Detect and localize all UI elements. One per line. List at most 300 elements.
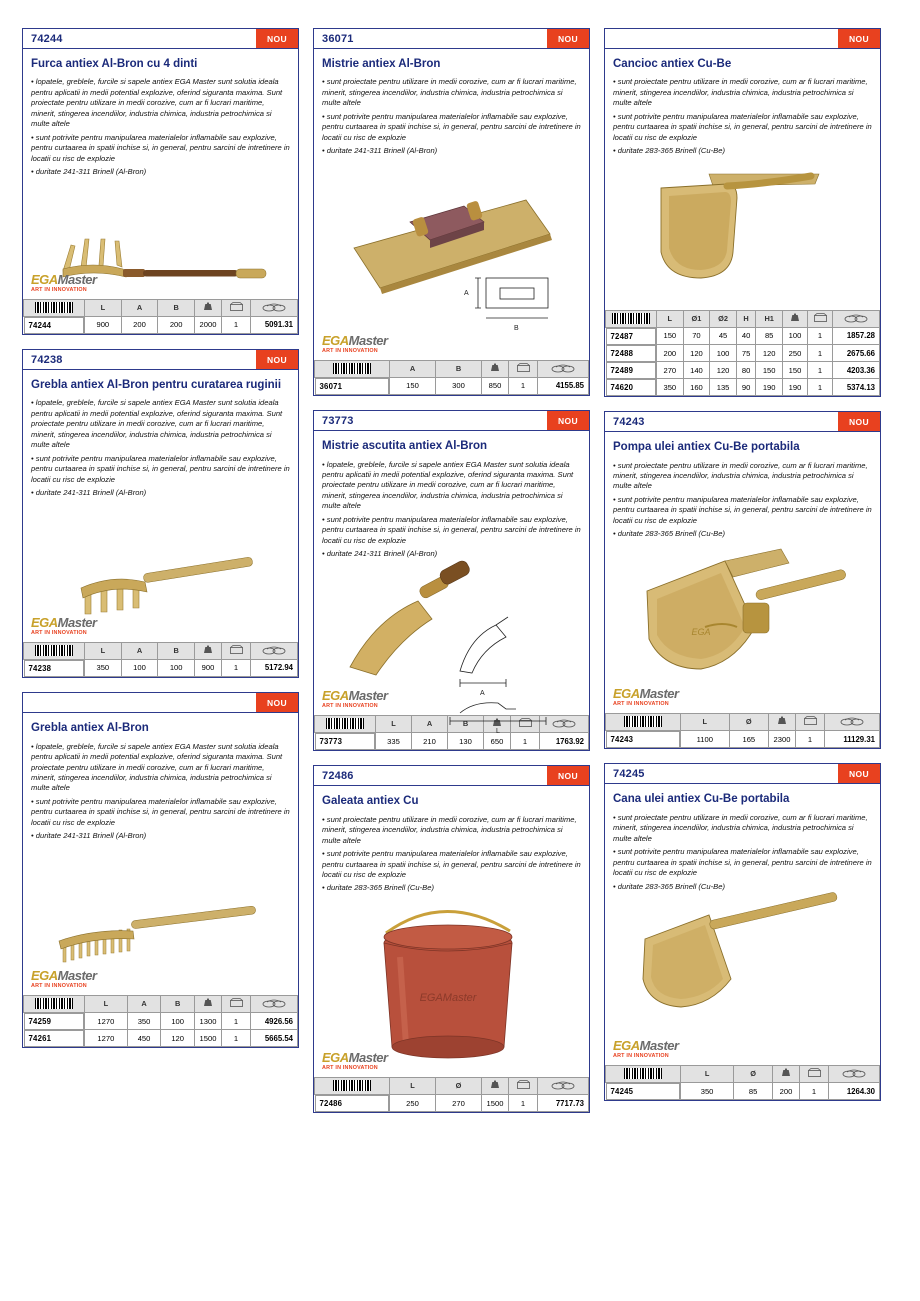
bullet-flammable: • sunt potrivite pentru manipularea materialelor inflamabile sau explozive, pentru curtaarea in spatii inchise si, in general, pentru sarcini de intretinere in locatii cu risc de explozie bbox=[31, 453, 290, 484]
bullet-corrosive: • sunt proiectate pentru utilizare in medii corozive, cum ar fi lucrari maritime, minerit, stingerea incendiilor, industria chimica, industria petrochimica si multe altele bbox=[322, 814, 577, 845]
brand-name: EGAMaster bbox=[31, 967, 97, 983]
spec-table-wrap bbox=[23, 642, 298, 678]
cell-D2: 45 bbox=[710, 327, 737, 345]
spec-table bbox=[23, 299, 298, 335]
bullet-hardness: • duritate 283-365 Brinell (Cu-Be) bbox=[613, 529, 725, 539]
cell-L: 335 bbox=[376, 732, 412, 750]
box-icon bbox=[800, 1065, 829, 1082]
cell-L: 200 bbox=[657, 345, 684, 362]
product-card-74245 bbox=[604, 763, 881, 1101]
table-row bbox=[606, 362, 880, 379]
card-body bbox=[23, 370, 298, 499]
cell-weight: 650 bbox=[484, 732, 511, 750]
cell-weight: 850 bbox=[482, 377, 509, 395]
table-body bbox=[606, 327, 880, 396]
box-icon bbox=[222, 299, 251, 316]
header-A: A bbox=[390, 360, 436, 377]
cell-weight: 2000 bbox=[195, 316, 222, 334]
brand-tagline: ART IN INNOVATION bbox=[31, 982, 87, 989]
barcode-icon bbox=[24, 299, 85, 316]
cell-H: 75 bbox=[736, 345, 755, 362]
cell-B: 200 bbox=[158, 316, 195, 334]
weight-icon bbox=[783, 310, 808, 327]
brand-tagline: ART IN INNOVATION bbox=[613, 1052, 669, 1059]
weight-icon bbox=[773, 1065, 800, 1082]
price-icon bbox=[833, 310, 880, 327]
price-icon bbox=[825, 713, 880, 730]
row-code: 74620 bbox=[606, 379, 657, 396]
cell-price: 1264.30 bbox=[829, 1082, 880, 1100]
card-header bbox=[314, 29, 589, 49]
cell-price: 5665.54 bbox=[251, 1030, 298, 1047]
cell-price: 4926.56 bbox=[251, 1012, 298, 1030]
header-B: B bbox=[436, 360, 482, 377]
brand-name: EGAMaster bbox=[31, 614, 97, 630]
bullet-hardness: • duritate 283-365 Brinell (Cu-Be) bbox=[322, 883, 434, 893]
cell-pack: 1 bbox=[222, 1012, 251, 1030]
cell-weight: 2300 bbox=[769, 730, 796, 748]
brand-name: EGAMaster bbox=[322, 1049, 388, 1065]
product-card-73773 bbox=[313, 410, 590, 751]
spec-table-wrap bbox=[314, 1077, 589, 1113]
barcode-icon bbox=[606, 1065, 681, 1082]
box-icon bbox=[511, 715, 540, 732]
cell-pack: 1 bbox=[808, 327, 833, 345]
price-icon bbox=[538, 1077, 589, 1094]
product-image-rake bbox=[23, 845, 298, 995]
brand-logo bbox=[31, 273, 113, 293]
barcode-icon bbox=[24, 995, 85, 1012]
brand-logo bbox=[322, 689, 404, 709]
cell-D: 165 bbox=[729, 730, 768, 748]
card-header bbox=[605, 764, 880, 784]
column-middle bbox=[313, 28, 590, 1113]
card-body bbox=[605, 784, 880, 892]
brand-name: EGAMaster bbox=[322, 332, 388, 348]
header-L: L bbox=[85, 995, 128, 1012]
table-row bbox=[606, 1082, 880, 1100]
product-title: Grebla antiex Al-Bron pentru curatarea ruginii bbox=[31, 379, 282, 392]
table-row bbox=[24, 316, 298, 334]
cell-A: 150 bbox=[390, 377, 436, 395]
bullet-corrosive: • sunt proiectate pentru utilizare in medii corozive, cum ar fi lucrari maritime, minerit, stingerea incendiilor, industria chimica, industria petrochimica si multe altele bbox=[613, 460, 868, 491]
cell-L: 350 bbox=[681, 1082, 734, 1100]
product-image-oil-can bbox=[605, 895, 880, 1065]
spec-table bbox=[605, 1065, 880, 1101]
spec-table-wrap bbox=[23, 995, 298, 1048]
cell-B: 100 bbox=[158, 659, 195, 677]
table-row bbox=[606, 379, 880, 396]
cell-A: 350 bbox=[127, 1012, 161, 1030]
header-L: L bbox=[85, 299, 122, 316]
cell-price: 5374.13 bbox=[833, 379, 880, 396]
card-body bbox=[23, 49, 298, 178]
bullet-hardness: • duritate 241-311 Brinell (Al-Bron) bbox=[322, 146, 438, 156]
spec-table bbox=[23, 642, 298, 678]
brand-name: EGAMaster bbox=[613, 685, 679, 701]
card-body bbox=[605, 49, 880, 157]
table-row bbox=[24, 1012, 298, 1030]
cell-L: 350 bbox=[657, 379, 684, 396]
row-code: 74238 bbox=[24, 660, 85, 677]
spec-table-wrap bbox=[314, 715, 589, 751]
product-card-74243 bbox=[604, 411, 881, 749]
cell-L: 1270 bbox=[85, 1030, 128, 1047]
table-body bbox=[606, 730, 880, 748]
table-header-row bbox=[315, 360, 589, 377]
price-icon bbox=[829, 1065, 880, 1082]
price-icon bbox=[251, 642, 298, 659]
header-L: L bbox=[376, 715, 412, 732]
cell-price: 1857.28 bbox=[833, 327, 880, 345]
cell-price: 4203.36 bbox=[833, 362, 880, 379]
cell-B: 100 bbox=[161, 1012, 195, 1030]
product-title: Cancioc antiex Cu-Be bbox=[613, 58, 732, 70]
table-body bbox=[24, 316, 298, 334]
barcode-icon bbox=[606, 310, 657, 327]
cell-L: 250 bbox=[390, 1094, 436, 1112]
bullet-flammable: • sunt potrivite pentru manipularea materialelor inflamabile sau explozive, pentru curtaarea in spatii inchise si, in general, pentru sarcini de intretinere in locatii cu risc de explozie bbox=[322, 514, 581, 545]
cell-price: 5091.31 bbox=[251, 316, 298, 334]
cell-L: 150 bbox=[657, 327, 684, 345]
header-L: L bbox=[681, 1065, 734, 1082]
row-code: 74245 bbox=[606, 1083, 681, 1100]
header-L: L bbox=[657, 310, 684, 327]
cell-weight: 150 bbox=[783, 362, 808, 379]
cell-price: 1763.92 bbox=[540, 732, 589, 750]
spec-table-wrap bbox=[23, 299, 298, 335]
bullet-flammable: • sunt potrivite pentru manipularea materialelor inflamabile sau explozive, pentru curtaarea in spatii inchise si, in general, pentru sarcini de intretinere in locatii cu risc de explozie bbox=[613, 111, 872, 142]
bullet-corrosive: • sunt proiectate pentru utilizare in medii corozive, cum ar fi lucrari maritime, minerit, stingerea incendiilor, industria chimica, industria petrochimica si multe altele bbox=[613, 77, 868, 108]
cell-B: 130 bbox=[448, 732, 484, 750]
cell-D1: 160 bbox=[683, 379, 710, 396]
spec-table bbox=[314, 360, 589, 396]
cell-L: 270 bbox=[657, 362, 684, 379]
bullet-hardness: • duritate 241-311 Brinell (Al-Bron) bbox=[31, 488, 147, 498]
product-image-oil-pump bbox=[605, 543, 880, 713]
weight-icon bbox=[195, 995, 222, 1012]
card-header bbox=[314, 766, 589, 786]
weight-icon bbox=[482, 1077, 509, 1094]
svg-text:A: A bbox=[464, 289, 469, 297]
spec-table-wrap bbox=[605, 713, 880, 749]
header-H1: H1 bbox=[756, 310, 783, 327]
brand-tagline: ART IN INNOVATION bbox=[31, 286, 87, 293]
product-title: Grebla antiex Al-Bron bbox=[31, 722, 149, 735]
row-code: 72488 bbox=[606, 345, 657, 362]
cell-pack: 1 bbox=[808, 379, 833, 396]
header-B: B bbox=[158, 299, 195, 316]
cell-pack: 1 bbox=[808, 362, 833, 379]
cell-pack: 1 bbox=[509, 1094, 538, 1112]
bullet-flammable: • sunt potrivite pentru manipularea materialelor inflamabile sau explozive, pentru curtaarea in spatii inchise si, in general, pentru sarcini de intretinere in locatii cu risc de explozie bbox=[322, 849, 581, 879]
cell-pack: 1 bbox=[222, 659, 251, 677]
bullet-hardness: • duritate 283-365 Brinell (Cu-Be) bbox=[613, 146, 725, 156]
table-header-row bbox=[24, 299, 298, 316]
cell-B: 300 bbox=[436, 377, 482, 395]
card-body bbox=[314, 49, 589, 157]
table-header-row bbox=[315, 715, 589, 732]
cell-weight: 190 bbox=[783, 379, 808, 396]
card-header bbox=[605, 412, 880, 432]
box-icon bbox=[796, 713, 825, 730]
table-body bbox=[315, 1094, 589, 1112]
product-image-fork bbox=[23, 181, 298, 299]
table-row bbox=[606, 345, 880, 362]
bullet-flammable: • sunt potrivite pentru manipularea materialelor inflamabile sau explozive, pentru curtaarea in spatii inchise si, in general, pentru sarcini de intretinere in locatii cu risc de explozie bbox=[322, 111, 581, 142]
row-code: 73773 bbox=[315, 733, 376, 750]
product-card-cancioc bbox=[604, 28, 881, 397]
product-bullets bbox=[322, 77, 581, 156]
brand-logo bbox=[322, 1051, 404, 1071]
bullet-intro: • lopatele, greblele, furcile si sapele antiex EGA Master sunt solutia ideala pentru aplicatii in medii potential explozive, oferind siguranta maxima. Sunt proiectate pentru utilizare in medii corozive, cum ar fi lucrari maritime, minerit, stingerea incendiilor, industria chimica, industria petrochimica si multe altele bbox=[322, 459, 574, 511]
bullet-corrosive: • sunt proiectate pentru utilizare in medii corozive, cum ar fi lucrari maritime, minerit, stingerea incendiilor, industria chimica, industria petrochimica si multe altele bbox=[322, 77, 577, 108]
cell-B: 120 bbox=[161, 1030, 195, 1047]
brand-logo bbox=[31, 969, 113, 989]
cell-price: 11129.31 bbox=[825, 730, 880, 748]
bullet-intro: • lopatele, greblele, furcile si sapele antiex EGA Master sunt solutia ideala pentru aplicatii in medii potential explozive, oferind siguranta maxima. Sunt proiectate pentru utilizare in medii corozive, cum ar fi lucrari maritime, minerit, stingerea incendiilor, industria chimica, industria petrochimica si multe altele bbox=[31, 741, 283, 793]
spec-table bbox=[23, 995, 298, 1048]
card-body bbox=[314, 431, 589, 560]
brand-logo bbox=[613, 1039, 695, 1059]
header-L: L bbox=[390, 1077, 436, 1094]
bullet-hardness: • duritate 241-311 Brinell (Al-Bron) bbox=[31, 831, 147, 841]
product-code: 74243 bbox=[613, 415, 645, 428]
product-bullets bbox=[322, 460, 581, 560]
table-header-row bbox=[24, 995, 298, 1012]
cell-weight: 900 bbox=[195, 659, 222, 677]
product-card-36071 bbox=[313, 28, 590, 396]
bullet-flammable: • sunt potrivite pentru manipularea materialelor inflamabile sau explozive, pentru curtaarea in spatii inchise si, in general, pentru sarcini de intretinere in locatii cu risc de explozie bbox=[613, 847, 872, 878]
cell-weight: 100 bbox=[783, 327, 808, 345]
header-A: A bbox=[121, 642, 158, 659]
card-body bbox=[23, 713, 298, 842]
float-trowel-illustration bbox=[314, 160, 575, 360]
bullet-hardness: • duritate 241-311 Brinell (Al-Bron) bbox=[322, 549, 438, 559]
catalog-grid bbox=[22, 28, 898, 1113]
spec-table bbox=[314, 715, 589, 751]
table-row bbox=[606, 327, 880, 345]
cell-A: 200 bbox=[121, 316, 158, 334]
new-badge: NOU bbox=[838, 764, 880, 783]
cell-D1: 120 bbox=[683, 345, 710, 362]
brand-tagline: ART IN INNOVATION bbox=[322, 702, 378, 709]
header-B: B bbox=[158, 642, 195, 659]
barcode-icon bbox=[315, 1077, 390, 1094]
header-H: H bbox=[736, 310, 755, 327]
product-title: Pompa ulei antiex Cu-Be portabila bbox=[613, 441, 800, 454]
cell-L: 900 bbox=[85, 316, 122, 334]
brand-tagline: ART IN INNOVATION bbox=[322, 1064, 378, 1071]
box-icon bbox=[808, 310, 833, 327]
product-code bbox=[605, 29, 838, 48]
table-row bbox=[24, 1030, 298, 1047]
product-card-grebla bbox=[22, 692, 299, 1048]
product-bullets bbox=[613, 77, 872, 156]
product-bullets bbox=[31, 77, 290, 177]
brand-tagline: ART IN INNOVATION bbox=[31, 629, 87, 636]
cell-H1: 150 bbox=[756, 362, 783, 379]
product-title: Mistrie ascutita antiex Al-Bron bbox=[322, 440, 488, 453]
header-B: B bbox=[448, 715, 484, 732]
header-A: A bbox=[121, 299, 158, 316]
new-badge: NOU bbox=[256, 29, 298, 48]
product-card-74244 bbox=[22, 28, 299, 335]
cell-D2: 100 bbox=[710, 345, 737, 362]
cell-weight: 1300 bbox=[195, 1012, 222, 1030]
weight-icon bbox=[482, 360, 509, 377]
row-code: 72489 bbox=[606, 362, 657, 379]
row-code: 72486 bbox=[315, 1095, 390, 1112]
box-icon bbox=[222, 642, 251, 659]
spec-table-wrap bbox=[314, 360, 589, 396]
bullet-hardness: • duritate 241-311 Brinell (Al-Bron) bbox=[31, 167, 147, 177]
barcode-icon bbox=[606, 713, 681, 730]
new-badge: NOU bbox=[547, 29, 589, 48]
header-A: A bbox=[127, 995, 161, 1012]
barcode-icon bbox=[315, 360, 390, 377]
table-body bbox=[315, 732, 589, 750]
product-title: Cana ulei antiex Cu-Be portabila bbox=[613, 793, 790, 806]
row-code: 74261 bbox=[24, 1030, 85, 1047]
bullet-intro: • lopatele, greblele, furcile si sapele antiex EGA Master sunt solutia ideala pentru aplicatii in medii potential explozive, oferind siguranta maxima. Sunt proiectate pentru utilizare in medii corozive, cum ar fi lucrari maritime, minerit, stingerea incendiilor, industria chimica, industria petrochimica si multe altele bbox=[31, 77, 283, 129]
product-bullets bbox=[31, 398, 290, 498]
card-body bbox=[314, 786, 589, 894]
cell-pack: 1 bbox=[808, 345, 833, 362]
weight-icon bbox=[195, 642, 222, 659]
product-bullets bbox=[613, 461, 872, 540]
cell-L: 350 bbox=[85, 659, 122, 677]
spec-table bbox=[314, 1077, 589, 1113]
card-header bbox=[23, 29, 298, 49]
column-right bbox=[604, 28, 881, 1101]
card-header bbox=[23, 350, 298, 370]
table-header-row bbox=[315, 1077, 589, 1094]
table-body bbox=[24, 1012, 298, 1047]
brand-name: EGAMaster bbox=[31, 271, 97, 287]
product-code: 74245 bbox=[613, 767, 645, 780]
cell-price: 7717.73 bbox=[538, 1094, 589, 1112]
box-icon bbox=[222, 995, 251, 1012]
bullet-corrosive: • sunt proiectate pentru utilizare in medii corozive, cum ar fi lucrari maritime, minerit, stingerea incendiilor, industria chimica, industria petrochimica si multe altele bbox=[613, 812, 868, 843]
bullet-intro: • lopatele, greblele, furcile si sapele antiex EGA Master sunt solutia ideala pentru aplicatii in medii potential explozive, oferind siguranta maxima. Sunt proiectate pentru utilizare in medii corozive, cum ar fi lucrari maritime, minerit, stingerea incendiilor, industria chimica, industria petrochimica si multe altele bbox=[31, 398, 283, 450]
cell-L: 1100 bbox=[681, 730, 730, 748]
cell-weight: 1500 bbox=[195, 1030, 222, 1047]
cell-price: 4155.85 bbox=[538, 377, 589, 395]
svg-text:B: B bbox=[514, 324, 519, 332]
row-code: 72487 bbox=[606, 328, 657, 345]
barcode-icon bbox=[24, 642, 85, 659]
cell-D: 85 bbox=[734, 1082, 773, 1100]
header-D1: Ø1 bbox=[683, 310, 710, 327]
card-header bbox=[605, 29, 880, 49]
cell-pack: 1 bbox=[796, 730, 825, 748]
product-bullets bbox=[31, 742, 290, 842]
brand-name: EGAMaster bbox=[322, 687, 388, 703]
scoop-illustration bbox=[605, 160, 866, 310]
header-A: A bbox=[412, 715, 448, 732]
weight-icon bbox=[769, 713, 796, 730]
cell-H: 40 bbox=[736, 327, 755, 345]
svg-text:EGAMaster: EGAMaster bbox=[419, 991, 477, 1004]
card-body bbox=[605, 432, 880, 540]
barcode-icon bbox=[315, 715, 376, 732]
bullet-flammable: • sunt potrivite pentru manipularea materialelor inflamabile sau explozive, pentru curtaarea in spatii inchise si, in general, pentru sarcini de intretinere in locatii cu risc de explozie bbox=[613, 494, 872, 525]
table-header-row bbox=[606, 713, 880, 730]
cell-H1: 190 bbox=[756, 379, 783, 396]
new-badge: NOU bbox=[256, 693, 298, 712]
bullet-flammable: • sunt potrivite pentru manipularea materialelor inflamabile sau explozive, pentru curtaarea in spatii inchise si, in general, pentru sarcini de intretinere in locatii cu risc de explozie bbox=[31, 132, 290, 163]
table-header-row bbox=[24, 642, 298, 659]
bullet-flammable: • sunt potrivite pentru manipularea materialelor inflamabile sau explozive, pentru curtaarea in spatii inchise si, in general, pentru sarcini de intretinere in locatii cu risc de explozie bbox=[31, 796, 290, 827]
cell-A: 100 bbox=[121, 659, 158, 677]
cell-weight: 250 bbox=[783, 345, 808, 362]
spec-table bbox=[605, 310, 880, 397]
header-D: Ø bbox=[734, 1065, 773, 1082]
product-code: 36071 bbox=[322, 32, 354, 45]
bullet-hardness: • duritate 283-365 Brinell (Cu-Be) bbox=[613, 881, 725, 891]
brand-logo bbox=[31, 616, 113, 636]
table-body bbox=[315, 377, 589, 395]
table-row bbox=[315, 1094, 589, 1112]
brand-tagline: ART IN INNOVATION bbox=[613, 700, 669, 707]
product-bullets bbox=[613, 813, 872, 892]
svg-text:L: L bbox=[496, 727, 500, 735]
cell-H: 80 bbox=[736, 362, 755, 379]
svg-text:EGA: EGA bbox=[691, 626, 711, 637]
price-icon bbox=[251, 299, 298, 316]
table-row bbox=[315, 732, 589, 750]
product-code: 74244 bbox=[31, 32, 63, 45]
product-bullets bbox=[322, 815, 581, 894]
table-body bbox=[606, 1082, 880, 1100]
header-B: B bbox=[161, 995, 195, 1012]
cell-weight: 1500 bbox=[482, 1094, 509, 1112]
row-code: 74259 bbox=[24, 1013, 85, 1030]
svg-text:A: A bbox=[480, 689, 485, 697]
table-body bbox=[24, 659, 298, 677]
cell-A: 210 bbox=[412, 732, 448, 750]
brand-logo bbox=[613, 687, 695, 707]
new-badge: NOU bbox=[256, 350, 298, 369]
cell-pack: 1 bbox=[222, 316, 251, 334]
cell-D1: 140 bbox=[683, 362, 710, 379]
cell-A: 450 bbox=[127, 1030, 161, 1047]
brand-logo bbox=[322, 334, 404, 354]
product-image-bucket bbox=[314, 897, 589, 1077]
table-row bbox=[24, 659, 298, 677]
card-header bbox=[23, 693, 298, 713]
brand-tagline: ART IN INNOVATION bbox=[322, 347, 378, 354]
spec-table bbox=[605, 713, 880, 749]
new-badge: NOU bbox=[838, 412, 880, 431]
product-image-trowel bbox=[314, 160, 589, 360]
product-image-scoop bbox=[605, 160, 880, 310]
price-icon bbox=[538, 360, 589, 377]
weight-icon bbox=[195, 299, 222, 316]
product-card-74238 bbox=[22, 349, 299, 678]
cell-pack: 1 bbox=[222, 1030, 251, 1047]
product-code: 74238 bbox=[31, 353, 63, 366]
row-code: 74243 bbox=[606, 731, 681, 748]
product-image-rake-rust bbox=[23, 502, 298, 642]
product-code: 73773 bbox=[322, 414, 354, 427]
header-L: L bbox=[681, 713, 730, 730]
cell-pack: 1 bbox=[509, 377, 538, 395]
spec-table-wrap bbox=[605, 1065, 880, 1101]
cell-price: 5172.94 bbox=[251, 659, 298, 677]
cell-H1: 120 bbox=[756, 345, 783, 362]
